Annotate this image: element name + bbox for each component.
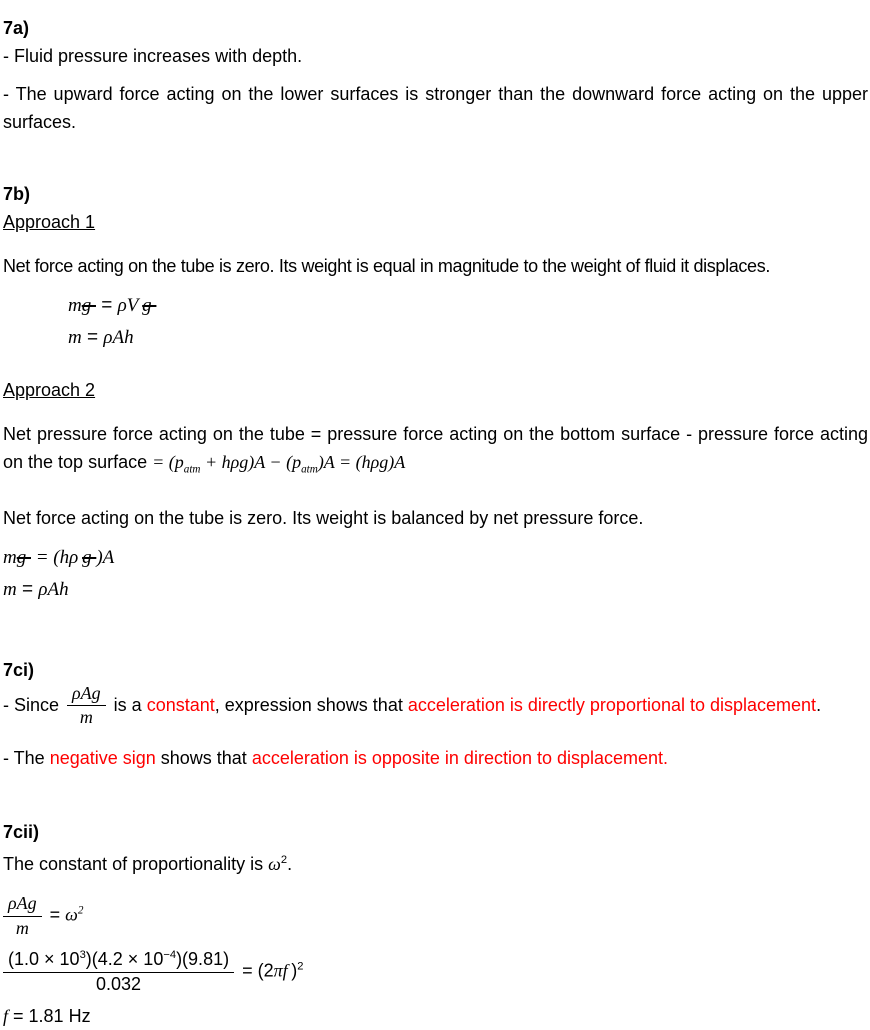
heading-7ci: 7ci) — [3, 659, 35, 680]
equation-f-result: f = 1.81 Hz — [3, 1006, 91, 1027]
fraction-numeric — [3, 949, 234, 995]
para-negative-sign: - The negative sign shows that acceleration is opposite in direction to displacement. — [3, 748, 669, 769]
para-constant-omega: The constant of proportionality is $\omega^2$. — [3, 854, 293, 875]
section-7ci — [3, 656, 870, 773]
para-upward-force: - The upward force acting on the lower surfaces is stronger than the downward force acting on the upper surfaces. — [3, 84, 868, 132]
para-fluid-pressure: - Fluid pressure increases with depth. — [3, 46, 303, 66]
equation-line-2: m = ρAh — [68, 327, 134, 348]
numerator: $(1.0 \times 10^3)(4.2 \times 10^{-4})(9.81)$ — [3, 949, 234, 973]
para-approach1: Net force acting on the tube is zero. Its weight is equal in magnitude to the weight of fluid it displaces. — [3, 256, 771, 276]
red-text-constant: constant — [146, 694, 215, 715]
heading-7cii: 7cii) — [3, 822, 40, 843]
section-7a — [3, 14, 870, 136]
inline-pressure-equation: = $(p_{atm} + h\rho g)A - (p_{atm})A = (h\rho g)A$ — [152, 452, 406, 476]
para-constant-proportional: - Since $\frac{\text{ρAg}}{m}$ is a constant, expression shows that acceleration is directly proportional to displacement. — [3, 682, 822, 728]
section-7b — [3, 180, 870, 606]
cancelled-g: g — [142, 295, 157, 316]
red-text-opposite-direction: acceleration is opposite in direction to displacement. — [251, 748, 669, 769]
inline-fraction-rhoAg-m: $\frac{\text{ρAg}}{m}$ — [67, 684, 106, 729]
heading-7a: 7a) — [3, 18, 30, 38]
equation-line-1: mg = (hρ g )A — [3, 546, 115, 568]
heading-7b: 7b) — [3, 184, 30, 204]
para-net-force-balanced: Net force acting on the tube is zero. Its weight is balanced by net pressure force. — [3, 507, 644, 528]
red-text-negative-sign: negative sign — [49, 748, 156, 769]
section-7cii — [3, 818, 870, 1030]
cancelled-g: g — [82, 546, 97, 568]
para-approach2: Net pressure force acting on the tube = pressure force acting on the bottom surface - pressure force acting on the top surface = $(p_{atm} + h\rho g)A - (p_{atm})A = (h\rho g)A$ — [3, 424, 868, 476]
cancelled-g: g — [81, 295, 96, 316]
equation-line-2: m = ρAh — [3, 578, 69, 600]
equation-rhoAg-m-omega2: $\frac{\text{ρAg}}{m}$ = $\omega^2$ — [3, 894, 870, 939]
equation-mg-rhoVg — [68, 290, 870, 354]
red-text-proportional: acceleration is directly proportional to displacement — [407, 694, 817, 715]
cancelled-g: g — [16, 546, 31, 568]
equation-frequency-calculation: $\frac{(1.0 \times 10^3)(4.2 \times 10^{-4})(9.81)}{0.032}$ = (2πf )$^2$ — [3, 949, 870, 995]
denominator: 0.032 — [96, 973, 142, 994]
equation-line-1: mg = ρV g — [68, 295, 157, 316]
approach-1-title: Approach 1 — [3, 212, 96, 232]
fraction-rhoAg-m: $\frac{\text{ρAg}}{m}$ — [3, 894, 42, 939]
equation-mg-hrhogA — [3, 542, 870, 606]
approach-2-title: Approach 2 — [3, 380, 96, 400]
